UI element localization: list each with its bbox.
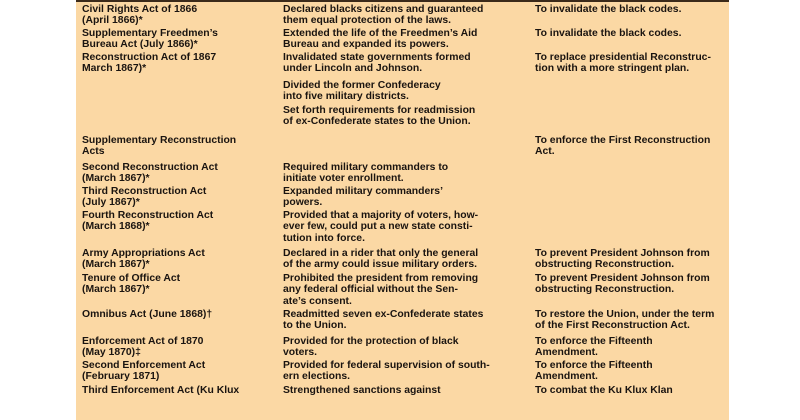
table-body (76, 4, 729, 399)
table-row (76, 360, 729, 385)
table-row (76, 4, 729, 28)
provisions-cell: Readmitted seven ex-Confederate states to the Union. (283, 309, 484, 332)
reconstruction-acts-table (76, 0, 729, 420)
provisions-cell: Divided the former Confederacy into five military districts. (283, 80, 441, 103)
act-cell: Reconstruction Act of 1867 March 1867)* (82, 52, 217, 75)
table-row (76, 210, 729, 248)
table-row (76, 28, 729, 52)
purpose-cell: To enforce the Fifteenth Amendment. (535, 336, 653, 359)
purpose-cell: To restore the Union, under the term of the First Reconstruction Act. (535, 309, 715, 332)
purpose-cell: To invalidate the black codes. (535, 28, 682, 39)
act-cell: Supplementary Reconstruction Acts (82, 135, 237, 158)
table-row (76, 385, 729, 399)
provisions-cell: Required military commanders to initiate voter enrollment. (283, 162, 449, 185)
table-row (76, 336, 729, 360)
purpose-cell: To invalidate the black codes. (535, 4, 682, 15)
act-cell: Third Enforcement Act (Ku Klux (82, 385, 240, 396)
table-row (76, 309, 729, 336)
act-cell: Tenure of Office Act (March 1867)* (82, 273, 181, 296)
table-top-rule (76, 0, 729, 2)
act-cell: Third Reconstruction Act (July 1867)* (82, 186, 207, 209)
table-row (76, 52, 729, 80)
act-cell: Army Appropriations Act (March 1867)* (82, 248, 205, 271)
table-row (76, 273, 729, 309)
provisions-cell: Provided for the protection of black voters. (283, 336, 459, 359)
purpose-cell: To replace presidential Reconstruc- tion with a more stringent plan. (535, 52, 711, 75)
table-row (76, 135, 729, 162)
table-row (76, 80, 729, 105)
purpose-cell: To prevent President Johnson from obstructing Reconstruction. (535, 273, 710, 296)
act-cell: Civil Rights Act of 1866 (April 1866)* (82, 4, 198, 27)
provisions-cell: Declared in a rider that only the general of the army could issue military orders. (283, 248, 479, 271)
table-row (76, 162, 729, 186)
provisions-cell: Extended the life of the Freedmen’s Aid Bureau and expanded its powers. (283, 28, 478, 51)
act-cell: Omnibus Act (June 1868)† (82, 309, 213, 320)
act-cell: Supplementary Freedmen’s Bureau Act (July 1866)* (82, 28, 218, 51)
provisions-cell: Set forth requirements for readmission of ex-Confederate states to the Union. (283, 105, 476, 128)
provisions-cell: Strengthened sanctions against (283, 385, 441, 396)
act-cell: Fourth Reconstruction Act (March 1868)* (82, 210, 214, 233)
purpose-cell: To enforce the Fifteenth Amendment. (535, 360, 653, 383)
act-cell: Second Enforcement Act (February 1871) (82, 360, 206, 383)
act-cell: Second Reconstruction Act (March 1867)* (82, 162, 218, 185)
table-row (76, 105, 729, 135)
provisions-cell: Expanded military commanders’ powers. (283, 186, 443, 209)
provisions-cell: Provided that a majority of voters, how- ever few, could put a new state consti- tution into force. (283, 210, 479, 244)
table-row (76, 186, 729, 210)
table-row (76, 248, 729, 273)
purpose-cell: To combat the Ku Klux Klan (535, 385, 673, 396)
provisions-cell: Declared blacks citizens and guaranteed them equal protection of the laws. (283, 4, 484, 27)
provisions-cell: Invalidated state governments formed under Lincoln and Johnson. (283, 52, 471, 75)
purpose-cell: To prevent President Johnson from obstructing Reconstruction. (535, 248, 710, 271)
provisions-cell: Prohibited the president from removing any federal official without the Sen- ate’s consent. (283, 273, 479, 307)
act-cell: Enforcement Act of 1870 (May 1870)‡ (82, 336, 204, 359)
purpose-cell: To enforce the First Reconstruction Act. (535, 135, 711, 158)
provisions-cell: Provided for federal supervision of south- ern elections. (283, 360, 490, 383)
